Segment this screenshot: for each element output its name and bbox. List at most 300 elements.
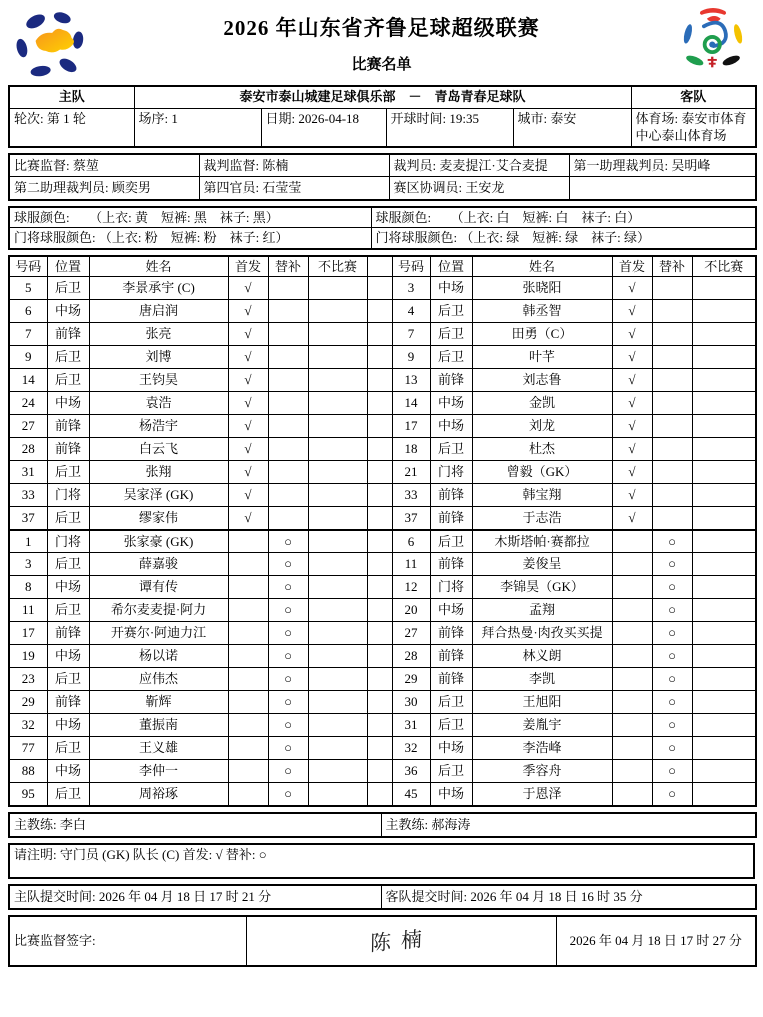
home-submission-time: 主队提交时间: 2026 年 04 月 18 日 17 时 21 分	[9, 885, 381, 909]
home-player-number: 8	[9, 576, 47, 599]
home-dnp-mark	[308, 714, 367, 737]
home-player-number: 95	[9, 783, 47, 806]
column-gap	[367, 300, 392, 323]
home-player-position: 前锋	[47, 323, 89, 346]
away-start-mark	[612, 668, 652, 691]
home-player-position: 门将	[47, 484, 89, 507]
away-player-name: 李凯	[472, 668, 612, 691]
roster-row	[9, 300, 756, 323]
officials-table	[8, 153, 757, 201]
home-start-mark	[228, 645, 268, 668]
away-dnp-mark	[692, 691, 756, 714]
home-start-mark: √	[228, 300, 268, 323]
home-player-name: 王义雄	[89, 737, 228, 760]
home-player-position: 后卫	[47, 277, 89, 300]
home-start-mark	[228, 714, 268, 737]
away-start-mark: √	[612, 484, 652, 507]
column-gap	[367, 346, 392, 369]
away-player-position: 门将	[430, 576, 472, 599]
column-gap	[367, 576, 392, 599]
away-dnp-mark	[692, 507, 756, 530]
roster-row	[9, 346, 756, 369]
empty-official-cell	[569, 177, 756, 200]
away-player-name: 刘龙	[472, 415, 612, 438]
away-sub-mark: ○	[652, 530, 692, 553]
home-player-position: 后卫	[47, 783, 89, 806]
away-dnp-mark	[692, 392, 756, 415]
away-start-mark	[612, 599, 652, 622]
home-start-header: 首发	[228, 256, 268, 277]
home-dnp-header: 不比赛	[308, 256, 367, 277]
away-sub-mark	[652, 277, 692, 300]
home-dnp-mark	[308, 530, 367, 553]
away-dnp-mark	[692, 668, 756, 691]
away-player-position: 后卫	[430, 323, 472, 346]
away-number-header: 号码	[392, 256, 430, 277]
away-player-name: 韩宝翔	[472, 484, 612, 507]
away-player-name: 韩丞智	[472, 300, 612, 323]
away-start-header: 首发	[612, 256, 652, 277]
coaches-table	[8, 812, 757, 838]
home-number-header: 号码	[9, 256, 47, 277]
away-dnp-mark	[692, 622, 756, 645]
home-start-mark	[228, 530, 268, 553]
home-player-number: 19	[9, 645, 47, 668]
home-player-name: 唐启润	[89, 300, 228, 323]
home-dnp-mark	[308, 553, 367, 576]
referee-field: 裁判员: 麦麦提江·艾合麦提	[389, 154, 569, 177]
away-player-number: 9	[392, 346, 430, 369]
away-kit-colors: 球服颜色: （上衣: 白 短裤: 白 袜子: 白）	[371, 207, 756, 228]
roster-table	[8, 255, 757, 807]
home-player-number: 9	[9, 346, 47, 369]
home-player-position: 后卫	[47, 507, 89, 530]
roster-body	[9, 256, 756, 806]
home-player-name: 张家豪 (GK)	[89, 530, 228, 553]
column-gap	[367, 256, 392, 277]
away-team-label: 客队	[631, 86, 756, 108]
home-dnp-mark	[308, 277, 367, 300]
column-gap	[367, 553, 392, 576]
home-player-name: 薛嘉骏	[89, 553, 228, 576]
home-dnp-mark	[308, 323, 367, 346]
away-player-number: 36	[392, 760, 430, 783]
away-player-number: 20	[392, 599, 430, 622]
home-player-position: 中场	[47, 645, 89, 668]
away-start-mark: √	[612, 369, 652, 392]
away-sub-mark	[652, 300, 692, 323]
away-dnp-mark	[692, 415, 756, 438]
away-start-mark: √	[612, 277, 652, 300]
away-start-mark	[612, 783, 652, 806]
home-dnp-mark	[308, 300, 367, 323]
away-player-number: 30	[392, 691, 430, 714]
home-player-position: 中场	[47, 714, 89, 737]
home-dnp-mark	[308, 645, 367, 668]
away-dnp-mark	[692, 484, 756, 507]
home-sub-mark	[268, 369, 308, 392]
column-gap	[367, 760, 392, 783]
away-dnp-mark	[692, 323, 756, 346]
column-gap	[367, 369, 392, 392]
away-player-name: 李浩峰	[472, 737, 612, 760]
home-player-name: 吴家泽 (GK)	[89, 484, 228, 507]
home-start-mark: √	[228, 415, 268, 438]
round-field: 轮次: 第 1 轮	[9, 108, 134, 147]
column-gap	[367, 277, 392, 300]
home-player-number: 77	[9, 737, 47, 760]
home-start-mark	[228, 691, 268, 714]
away-player-name: 拜合热曼·肉孜买买提	[472, 622, 612, 645]
away-submission-time: 客队提交时间: 2026 年 04 月 18 日 16 时 35 分	[381, 885, 756, 909]
column-gap	[367, 645, 392, 668]
home-player-position: 中场	[47, 300, 89, 323]
home-player-position: 后卫	[47, 461, 89, 484]
away-player-position: 后卫	[430, 530, 472, 553]
away-player-number: 28	[392, 645, 430, 668]
home-sub-mark	[268, 461, 308, 484]
home-sub-mark: ○	[268, 737, 308, 760]
away-player-position: 中场	[430, 277, 472, 300]
home-start-mark: √	[228, 392, 268, 415]
home-player-number: 31	[9, 461, 47, 484]
away-dnp-mark	[692, 461, 756, 484]
sequence-field: 场序: 1	[134, 108, 261, 147]
away-start-mark	[612, 645, 652, 668]
home-sub-mark: ○	[268, 530, 308, 553]
away-start-mark	[612, 714, 652, 737]
home-dnp-mark	[308, 415, 367, 438]
away-player-number: 11	[392, 553, 430, 576]
roster-row	[9, 622, 756, 645]
home-dnp-mark	[308, 369, 367, 392]
away-player-position: 前锋	[430, 645, 472, 668]
away-sub-mark	[652, 415, 692, 438]
away-player-position: 前锋	[430, 622, 472, 645]
away-sub-mark: ○	[652, 714, 692, 737]
away-player-name: 刘志鲁	[472, 369, 612, 392]
away-player-position: 后卫	[430, 346, 472, 369]
roster-row	[9, 369, 756, 392]
home-dnp-mark	[308, 783, 367, 806]
kickoff-field: 开球时间: 19:35	[386, 108, 513, 147]
away-player-number: 32	[392, 737, 430, 760]
venue-coordinator-field: 赛区协调员: 王安龙	[389, 177, 569, 200]
home-coach-field: 主教练: 李白	[9, 813, 381, 837]
home-player-number: 3	[9, 553, 47, 576]
home-dnp-mark	[308, 484, 367, 507]
away-start-mark: √	[612, 323, 652, 346]
away-player-position: 前锋	[430, 668, 472, 691]
away-sub-header: 替补	[652, 256, 692, 277]
home-player-position: 后卫	[47, 668, 89, 691]
home-start-mark: √	[228, 323, 268, 346]
away-player-name: 孟翔	[472, 599, 612, 622]
home-player-number: 33	[9, 484, 47, 507]
home-player-name: 董振南	[89, 714, 228, 737]
home-player-number: 28	[9, 438, 47, 461]
column-gap	[367, 599, 392, 622]
home-club-logo-icon	[8, 6, 92, 80]
home-start-mark	[228, 553, 268, 576]
column-gap	[367, 507, 392, 530]
home-player-number: 37	[9, 507, 47, 530]
roster-row	[9, 323, 756, 346]
away-player-position: 前锋	[430, 484, 472, 507]
roster-row	[9, 760, 756, 783]
away-player-number: 12	[392, 576, 430, 599]
away-player-position: 中场	[430, 599, 472, 622]
away-sub-mark	[652, 484, 692, 507]
away-sub-mark	[652, 438, 692, 461]
away-player-name: 季容舟	[472, 760, 612, 783]
home-sub-mark: ○	[268, 760, 308, 783]
home-dnp-mark	[308, 438, 367, 461]
column-gap	[367, 714, 392, 737]
home-player-position: 前锋	[47, 691, 89, 714]
home-start-mark	[228, 576, 268, 599]
home-player-name: 张亮	[89, 323, 228, 346]
home-player-number: 11	[9, 599, 47, 622]
away-dnp-mark	[692, 645, 756, 668]
away-sub-mark	[652, 392, 692, 415]
away-start-mark	[612, 691, 652, 714]
home-sub-mark: ○	[268, 622, 308, 645]
roster-row	[9, 392, 756, 415]
home-sub-mark: ○	[268, 691, 308, 714]
home-start-mark: √	[228, 277, 268, 300]
home-player-number: 7	[9, 323, 47, 346]
home-start-mark	[228, 737, 268, 760]
soccer-ball-logo-icon	[11, 7, 89, 79]
home-player-name: 希尔麦麦提·阿力	[89, 599, 228, 622]
home-player-name: 李景承宇 (C)	[89, 277, 228, 300]
roster-row	[9, 645, 756, 668]
away-player-number: 45	[392, 783, 430, 806]
away-player-number: 37	[392, 507, 430, 530]
away-dnp-mark	[692, 369, 756, 392]
home-team-label: 主队	[9, 86, 134, 108]
column-gap	[367, 622, 392, 645]
column-gap	[367, 691, 392, 714]
assistant-referee-2-field: 第二助理裁判员: 顾奕男	[9, 177, 199, 200]
column-gap	[367, 484, 392, 507]
column-gap	[367, 783, 392, 806]
away-start-mark: √	[612, 507, 652, 530]
column-gap	[367, 668, 392, 691]
away-player-name: 曾毅（GK）	[472, 461, 612, 484]
home-name-header: 姓名	[89, 256, 228, 277]
away-player-name: 姜俊呈	[472, 553, 612, 576]
home-sub-mark: ○	[268, 714, 308, 737]
away-player-name: 木斯塔帕·赛都拉	[472, 530, 612, 553]
roster-row	[9, 461, 756, 484]
away-player-name: 王旭阳	[472, 691, 612, 714]
home-player-name: 王钧昊	[89, 369, 228, 392]
away-player-position: 后卫	[430, 691, 472, 714]
stadium-field: 体育场: 泰安市体育中心泰山体育场	[631, 108, 756, 147]
column-gap	[367, 415, 392, 438]
home-player-name: 杨以诺	[89, 645, 228, 668]
roster-row	[9, 783, 756, 806]
home-sub-mark	[268, 277, 308, 300]
away-dnp-mark	[692, 553, 756, 576]
away-player-position: 前锋	[430, 553, 472, 576]
away-player-name: 田勇（C）	[472, 323, 612, 346]
away-player-name: 张晓阳	[472, 277, 612, 300]
home-player-number: 1	[9, 530, 47, 553]
home-player-name: 开赛尔·阿迪力江	[89, 622, 228, 645]
away-sub-mark: ○	[652, 668, 692, 691]
away-player-number: 13	[392, 369, 430, 392]
home-start-mark: √	[228, 369, 268, 392]
home-player-position: 后卫	[47, 346, 89, 369]
home-player-position: 中场	[47, 576, 89, 599]
legend-table	[8, 843, 755, 879]
away-player-position: 中场	[430, 415, 472, 438]
away-dnp-mark	[692, 576, 756, 599]
away-coach-field: 主教练: 郝海涛	[381, 813, 756, 837]
home-player-number: 23	[9, 668, 47, 691]
home-dnp-mark	[308, 737, 367, 760]
away-start-mark: √	[612, 346, 652, 369]
home-sub-mark: ○	[268, 553, 308, 576]
away-dnp-mark	[692, 300, 756, 323]
away-position-header: 位置	[430, 256, 472, 277]
away-player-name: 于志浩	[472, 507, 612, 530]
home-player-name: 缪家伟	[89, 507, 228, 530]
handwritten-signature: 陈楠	[369, 925, 433, 956]
home-player-name: 周裕琢	[89, 783, 228, 806]
home-dnp-mark	[308, 392, 367, 415]
home-player-name: 杨浩宇	[89, 415, 228, 438]
referee-assessor-field: 裁判监督: 陈楠	[199, 154, 389, 177]
away-player-position: 前锋	[430, 507, 472, 530]
away-sub-mark: ○	[652, 691, 692, 714]
roster-row	[9, 484, 756, 507]
home-start-mark: √	[228, 484, 268, 507]
away-player-position: 门将	[430, 461, 472, 484]
away-player-number: 4	[392, 300, 430, 323]
signature-label: 比赛监督签字:	[9, 916, 246, 966]
signature-cell	[246, 916, 556, 966]
away-player-name: 于恩泽	[472, 783, 612, 806]
away-player-number: 3	[392, 277, 430, 300]
home-start-mark	[228, 599, 268, 622]
away-start-mark	[612, 622, 652, 645]
column-gap	[367, 438, 392, 461]
away-dnp-mark	[692, 438, 756, 461]
away-sub-mark: ○	[652, 645, 692, 668]
signature-table	[8, 915, 757, 967]
away-sub-mark	[652, 507, 692, 530]
home-player-position: 门将	[47, 530, 89, 553]
away-player-number: 7	[392, 323, 430, 346]
home-dnp-mark	[308, 599, 367, 622]
away-player-number: 6	[392, 530, 430, 553]
away-player-name: 姜胤宇	[472, 714, 612, 737]
home-sub-mark	[268, 415, 308, 438]
home-sub-mark: ○	[268, 576, 308, 599]
away-player-name: 林义朗	[472, 645, 612, 668]
signature-datetime: 2026 年 04 月 18 日 17 时 27 分	[556, 916, 756, 966]
away-sub-mark: ○	[652, 576, 692, 599]
home-player-number: 29	[9, 691, 47, 714]
home-player-name: 白云飞	[89, 438, 228, 461]
home-player-number: 6	[9, 300, 47, 323]
home-player-position: 前锋	[47, 415, 89, 438]
away-player-number: 21	[392, 461, 430, 484]
home-dnp-mark	[308, 760, 367, 783]
kit-colors-table	[8, 206, 757, 250]
away-sub-mark	[652, 461, 692, 484]
away-player-position: 后卫	[430, 760, 472, 783]
roster-row	[9, 737, 756, 760]
home-start-mark: √	[228, 507, 268, 530]
away-gk-kit-colors: 门将球服颜色: （上衣: 绿 短裤: 绿 袜子: 绿）	[371, 228, 756, 249]
home-player-name: 靳辉	[89, 691, 228, 714]
home-player-position: 后卫	[47, 553, 89, 576]
away-player-position: 中场	[430, 392, 472, 415]
home-start-mark	[228, 668, 268, 691]
roster-row	[9, 553, 756, 576]
home-player-name: 谭有传	[89, 576, 228, 599]
home-player-position: 前锋	[47, 622, 89, 645]
roster-row	[9, 576, 756, 599]
away-player-number: 14	[392, 392, 430, 415]
away-player-position: 前锋	[430, 369, 472, 392]
home-player-name: 李仲一	[89, 760, 228, 783]
home-sub-mark	[268, 484, 308, 507]
away-sub-mark: ○	[652, 599, 692, 622]
away-dnp-mark	[692, 760, 756, 783]
away-player-number: 17	[392, 415, 430, 438]
home-player-number: 5	[9, 277, 47, 300]
date-field: 日期: 2026-04-18	[261, 108, 386, 147]
home-player-name: 张翔	[89, 461, 228, 484]
home-dnp-mark	[308, 668, 367, 691]
away-start-mark: √	[612, 461, 652, 484]
roster-row	[9, 668, 756, 691]
away-player-name: 李锦昊（GK）	[472, 576, 612, 599]
home-gk-kit-colors: 门将球服颜色: （上衣: 粉 短裤: 粉 袜子: 红）	[9, 228, 371, 249]
home-player-position: 后卫	[47, 369, 89, 392]
home-sub-mark	[268, 392, 308, 415]
home-start-mark: √	[228, 346, 268, 369]
away-sub-mark: ○	[652, 737, 692, 760]
home-dnp-mark	[308, 507, 367, 530]
home-player-number: 27	[9, 415, 47, 438]
roster-row	[9, 530, 756, 553]
home-sub-mark	[268, 323, 308, 346]
column-gap	[367, 392, 392, 415]
home-player-number: 32	[9, 714, 47, 737]
home-sub-mark	[268, 438, 308, 461]
home-player-name: 刘博	[89, 346, 228, 369]
away-player-number: 31	[392, 714, 430, 737]
home-sub-mark: ○	[268, 783, 308, 806]
away-dnp-header: 不比赛	[692, 256, 756, 277]
away-player-number: 18	[392, 438, 430, 461]
away-dnp-mark	[692, 277, 756, 300]
assistant-referee-1-field: 第一助理裁判员: 吴明峰	[569, 154, 756, 177]
away-player-name: 叶芊	[472, 346, 612, 369]
home-sub-mark	[268, 346, 308, 369]
home-dnp-mark	[308, 691, 367, 714]
home-start-mark: √	[228, 438, 268, 461]
away-player-position: 中场	[430, 737, 472, 760]
away-start-mark: √	[612, 392, 652, 415]
